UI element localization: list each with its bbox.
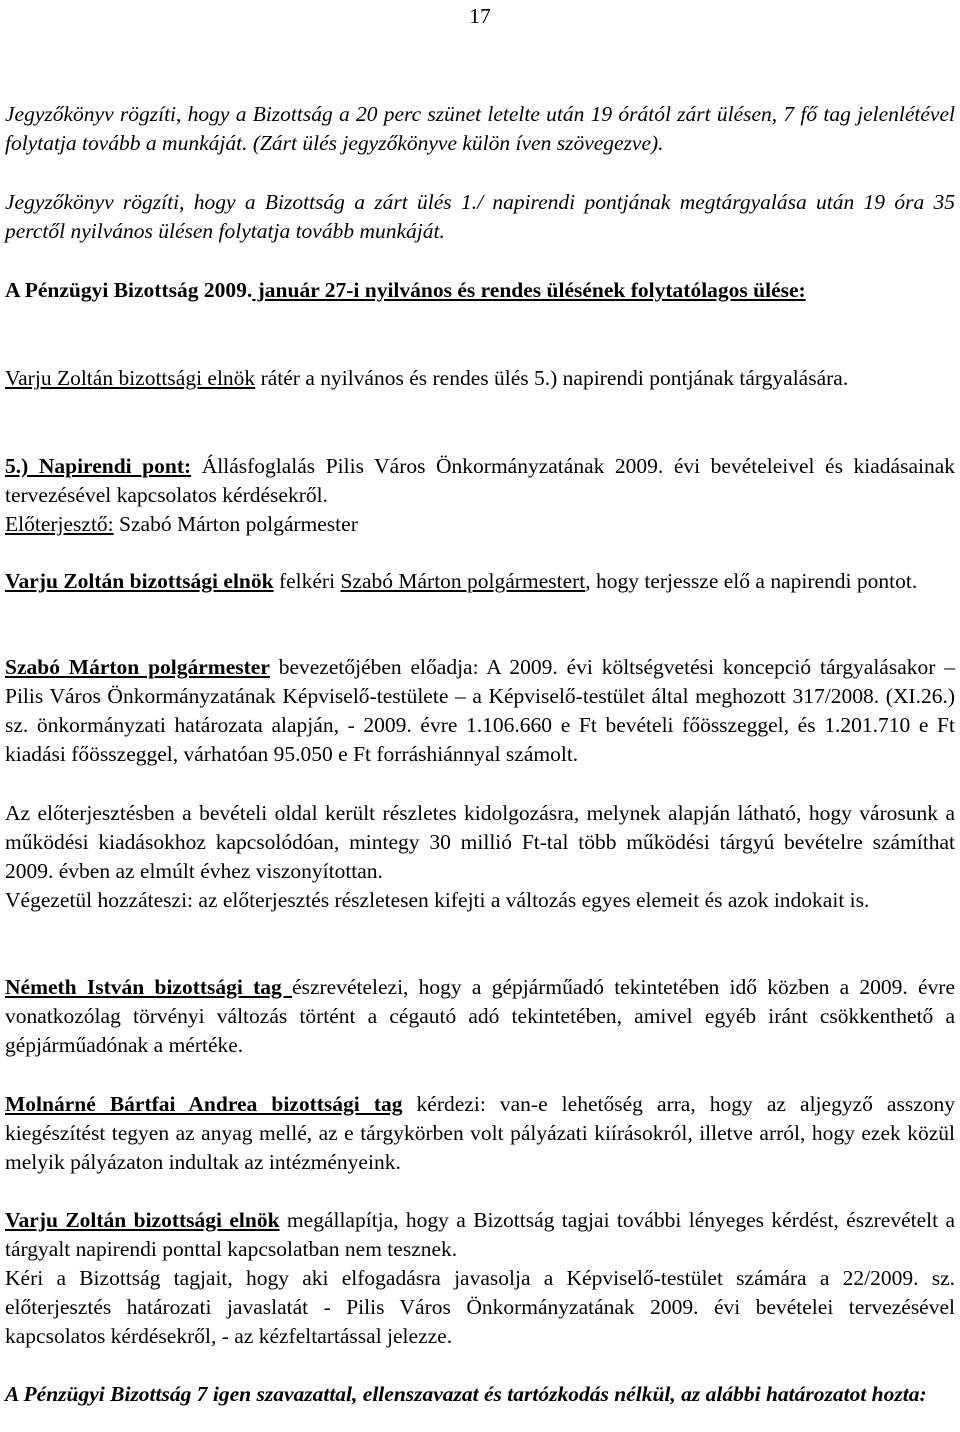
paragraph-conclusion: Végezetül hozzáteszi: az előterjesztés részletesen kifejti a változás egyes elemeit és azok indokait is. [5,888,870,912]
presenter-line [5,510,955,539]
paragraph-member-comment [5,973,955,1060]
speaker-name: Varju Zoltán bizottsági elnök [5,569,274,593]
paragraph-vote-request: Kéri a Bizottság tagjait, hogy aki elfogadásra javasolja a Képviselő-testület számára a 22/2009. sz. előterjesztés határozati javaslatát - Pilis Város Önkormányzatának 2009. évi bevételei tervezésével kapcsolatos kérdésekről, - az kézfeltartással jelezze. [5,1266,955,1348]
presenter-text: Szabó Márton polgármester [113,512,358,536]
speaker-name: Varju Zoltán bizottsági elnök [5,366,256,390]
paragraph-text: megállapítja, hogy a Bizottság tagjai további lényeges kérdést, észrevételt a tárgyalt napirendi ponttal kapcsolatban nem tesznek. [5,1208,955,1261]
paragraph-chair-closing [5,1206,955,1264]
paragraph-text: kérdezi: van-e lehetőség arra, hogy az aljegyző asszony kiegészítést tegyen az anyag mellé, az e tárgykörben volt pályázati kiírásokról, illetve arról, hogy ezek közül melyik pályázaton indultak az intézményeink. [5,1092,955,1174]
page-number: 17 [469,4,491,28]
agenda-label: 5.) Napirendi pont: [5,454,192,478]
speaker-name: Szabó Márton polgármester [5,655,270,679]
agenda-text: Állásfoglalás Pilis Város Önkormányzatának 2009. évi bevételeivel és kiadásainak tervezésével kapcsolatos kérdésekről. [5,454,956,507]
paragraph-text: , hogy terjessze elő a napirendi pontot. [585,569,918,593]
paragraph-text: rátér a nyilvános és rendes ülés 5.) napirendi pontjának tárgyalására. [255,366,849,390]
mayor-name: Szabó Márton polgármestert [340,569,586,593]
heading-pre: A Pénzügyi Bizottság 2009. [5,278,253,302]
paragraph-chair-request [5,567,955,596]
paragraph-revenue-detail: Az előterjesztésben a bevételi oldal került részletes kidolgozásra, melynek alapján látható, hogy városunk a működési kiadásokhoz kapcsolódóan, mintegy 30 millió Ft-tal több működési tárgyú bevételre számíthat 2009. évben az elmúlt évhez viszonyítottan. [5,801,955,883]
paragraph-text: észrevételezi, hogy a gépjárműadó tekintetében idő közben a 2009. évre vonatkozólag törvényi változás történt a cégautó adó tekintetében, amivel egyéb iránt csökkenthető a gépjárműadónak a mértéke. [5,975,955,1057]
presenter-label: Előterjesztő: [5,512,114,536]
paragraph-mayor-intro [5,653,955,769]
agenda-item [5,452,955,510]
paragraph-member-question [5,1090,955,1177]
paragraph-chair-intro [5,364,955,393]
speaker-name: Varju Zoltán bizottsági elnök [5,1208,280,1232]
speaker-name: Molnárné Bártfai Andrea bizottsági tag [5,1092,403,1116]
heading-underlined: január 27-i nyilvános és rendes ülésének folytatólagos ülése: [252,278,806,302]
paragraph-text: bevezetőjében előadja: A 2009. évi költségvetési koncepció tárgyalásakor – Pilis Város Önkormányzatának Képviselő-testülete – a Képviselő-testület által meghozott 317/2008. (XI.26.) sz. önkormányzati határozata alapján, - 2009. évre 1.106.660 e Ft bevételi főösszeggel, és 1.201.710 e Ft kiadási főösszeggel, várhatóan 95.050 e Ft forráshiánnyal számolt. [5,655,955,766]
section-heading [5,276,955,305]
speaker-name: Németh István bizottsági tag [5,975,293,999]
paragraph-session-resume: Jegyzőkönyv rögzíti, hogy a Bizottság a 20 perc szünet letelte után 19 órától zárt ülésen, 7 fő tag jelenlétével folytatja tovább a munkáját. (Zárt ülés jegyzőkönyve külön íven szövegezve). [5,102,955,155]
paragraph-public-session: Jegyzőkönyv rögzíti, hogy a Bizottság a zárt ülés 1./ napirendi pontjának megtárgyalása után 19 óra 35 perctől nyilvános ülésen folytatja tovább munkáját. [5,190,955,243]
paragraph-text: felkéri [273,569,341,593]
paragraph-resolution: A Pénzügyi Bizottság 7 igen szavazattal, ellenszavazat és tartózkodás nélkül, az alábbi határozatot hozta: [5,1382,927,1406]
